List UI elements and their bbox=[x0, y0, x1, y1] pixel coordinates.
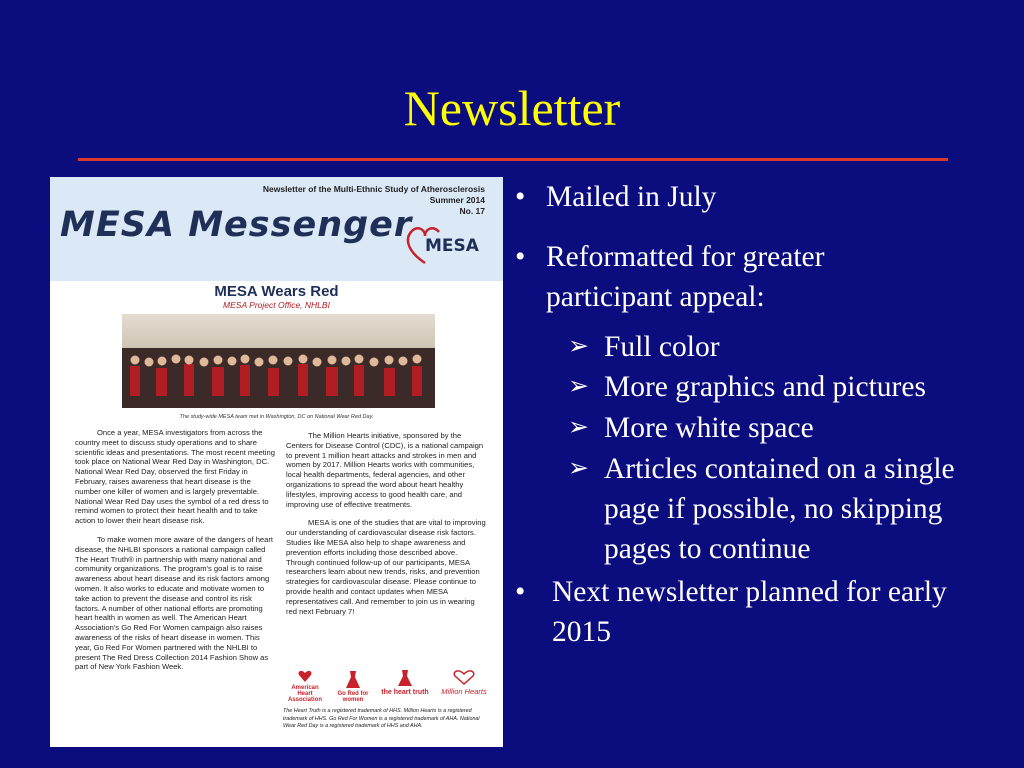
article-paragraph: MESA is one of the studies that are vital to improving our understanding of cardiovascular disease risk factors. Studies like MESA also help to shape awareness and prevention efforts including those described above. Through continued follow-up of our participants, MESA researchers learn about new trends, risks, and prevention strategies for cardiovascular disease. Please continue to provide health and contact updates when MESA representatives call. And remember to join us in wearing red next February 7! bbox=[286, 518, 486, 616]
bullet-dot-icon: • bbox=[515, 576, 526, 608]
bullet-item bbox=[510, 177, 1000, 217]
sub-bullet-item bbox=[568, 367, 1008, 407]
sub-bullet-item bbox=[568, 408, 1008, 448]
slide-title: Newsletter bbox=[403, 80, 621, 136]
bullet-dot-icon: • bbox=[515, 241, 526, 273]
newsletter-season: Summer 2014 bbox=[429, 195, 485, 205]
newsletter-image bbox=[50, 177, 503, 747]
red-dress-icon bbox=[344, 669, 362, 689]
million-hearts-logo bbox=[437, 669, 491, 696]
arrow-bullet-icon: ➢ bbox=[568, 414, 589, 441]
bullet-item bbox=[510, 237, 870, 317]
sub-bullet-item bbox=[568, 327, 1008, 367]
aha-logo-text: American Heart Association bbox=[287, 685, 322, 703]
mesa-heart-logo bbox=[403, 223, 483, 267]
million-hearts-logo-text: Million Hearts bbox=[441, 687, 487, 696]
article-paragraph: The Million Hearts initiative, sponsored by the Centers for Disease Control (CDC), is a national campaign to prevent 1 million heart attacks and strokes in men and women by 2017. Million Hearts works with communities, local health departments, federal agencies, and other organizations to spread the word about heart healthy lifestyles, improving access to good health care, and improving use of effective treatments. bbox=[286, 431, 484, 509]
bullet-text: Mailed in July bbox=[546, 181, 717, 213]
photo-caption: The study-wide MESA team met in Washington, DC on National Wear Red Day. bbox=[179, 414, 374, 420]
article-column-left bbox=[75, 428, 275, 681]
sub-bullet-item bbox=[568, 449, 968, 569]
heart-truth-logo-text: the heart truth bbox=[381, 689, 429, 696]
heart-truth-logo bbox=[377, 669, 433, 696]
aha-logo bbox=[283, 669, 327, 703]
bullet-dot-icon: • bbox=[515, 181, 526, 213]
newsletter-subtitle: Newsletter of the Multi-Ethnic Study of Atherosclerosis bbox=[262, 184, 485, 194]
newsletter-header bbox=[50, 177, 503, 281]
bullet-item bbox=[510, 572, 950, 652]
bullet-text: Next newsletter planned for early 2015 bbox=[552, 576, 947, 648]
sub-bullet-text: More white space bbox=[604, 412, 814, 444]
sub-bullet-text: More graphics and pictures bbox=[604, 371, 926, 403]
heart-torch-icon bbox=[298, 669, 312, 683]
mesa-logo-text: MESA bbox=[425, 236, 479, 256]
group-photo bbox=[122, 314, 435, 408]
go-red-logo bbox=[333, 669, 373, 703]
article-column-right bbox=[286, 431, 486, 625]
go-red-logo-text: Go Red for women bbox=[337, 691, 369, 703]
trademark-footnote: The Heart Truth is a registered trademark of HHS. Million Hearts is a registered trademark of HHS. Go Red For Women is a registered trademark of AHA. National Wear Red Day is a registered trademark of HHS and AHA. bbox=[283, 708, 480, 729]
newsletter-masthead: MESA Messenger bbox=[60, 205, 413, 245]
sub-bullet-text: Full color bbox=[604, 331, 720, 363]
arrow-bullet-icon: ➢ bbox=[568, 333, 589, 360]
bullet-text: Reformatted for greater participant appeal: bbox=[546, 241, 825, 313]
sponsor-logos bbox=[283, 669, 493, 705]
article-byline: MESA Project Office, NHLBI bbox=[223, 300, 330, 310]
newsletter-issue: No. 17 bbox=[459, 206, 485, 216]
arrow-bullet-icon: ➢ bbox=[568, 455, 589, 482]
arrow-bullet-icon: ➢ bbox=[568, 373, 589, 400]
sub-bullet-text: Articles contained on a single page if possible, no skipping pages to continue bbox=[604, 453, 955, 565]
crowd-illustration bbox=[122, 348, 435, 408]
red-dress-icon bbox=[397, 669, 413, 687]
title-divider bbox=[78, 158, 948, 161]
article-paragraph: To make women more aware of the dangers of heart disease, the NHLBI sponsors a national campaign called The Heart Truth® in partnership with many national and community organizations. The program's goal is to raise awareness about heart disease and its risk factors among women. It also works to educate and motivate women to take action to prevent the disease and control its risk factors. A number of other national efforts are promoting heart health in women as well. The American Heart Association's Go Red For Women campaign also raises awareness of the risks of heart disease in women. This year, Go Red For Women partnered with the NHLBI to present The Red Dress Collection 2014 Fashion Show as part of New York Fashion Week. bbox=[75, 534, 274, 672]
article-title: MESA Wears Red bbox=[214, 283, 339, 300]
article-paragraph: Once a year, MESA investigators from across the country meet to discuss study operations and to share scientific ideas and presentations. The most recent meeting took place on National Wear Red Day in Washington, DC. National Wear Red Day, observed the first Friday in February, raises awareness that heart disease is the number one killer of women and is largely preventable. National Wear Red Day uses the symbol of a red dress to remind women to protect their heart health and to take action to lower their heart disease risk. bbox=[75, 428, 275, 526]
heart-outline-icon bbox=[453, 669, 475, 685]
